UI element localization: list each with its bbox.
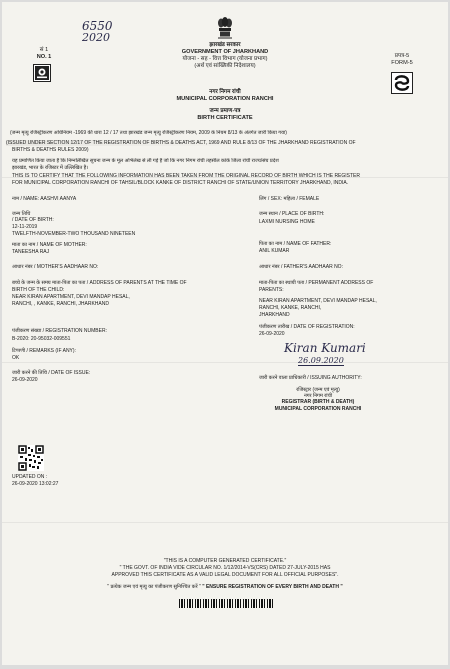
certify-english-2: FOR MUNICIPAL CORPORATION RANCHI OF TAHSIL/BLOCK KANKE OF DISTRICT RANCHI OF STATE/UNION TERRITORY JHARKHAND, INDIA. xyxy=(12,180,349,186)
pob-value: LAXMI NURSING HOME xyxy=(259,219,315,225)
signature-date: 26.09.2020 xyxy=(298,356,344,365)
name-field xyxy=(12,196,76,202)
no-hindi: सं 1 xyxy=(39,47,49,53)
dept-hindi-1: योजना - सह - वित्त विभाग (योजना प्रभाग) xyxy=(182,56,268,62)
sex-label: लिंग / SEX: xyxy=(259,196,283,202)
signature: Kiran Kumari xyxy=(284,341,366,355)
name-label: नाम / NAME: xyxy=(12,196,40,202)
slogan xyxy=(42,584,408,590)
permanent-address-label-2: PARENTS: xyxy=(259,287,284,293)
fold-line xyxy=(2,362,448,363)
sex-value: महिला / FEMALE xyxy=(283,196,320,202)
dob-value: 12-11-2019 xyxy=(12,224,38,230)
barcode-icon xyxy=(179,599,273,608)
registrar-hindi: रजिस्ट्रार (जन्म एवं मृत्यु) xyxy=(296,387,340,393)
dob-words: TWELFTH-NOVEMBER-TWO THOUSAND NINETEEN xyxy=(12,231,136,237)
address-birth-value-1: NEAR KIRAN APARTMENT, DEVI MANDAP HESAL, xyxy=(12,294,130,300)
gov-english: GOVERNMENT OF JHARKHAND xyxy=(181,49,269,55)
mother-label-hindi: माता का नाम xyxy=(12,242,36,248)
mother-value: TANEESHA RAJ xyxy=(12,249,50,255)
name-value: AASHVI AANYA xyxy=(40,196,77,202)
corp-english: MUNICIPAL CORPORATION RANCHI xyxy=(176,96,274,102)
reg-date-value: 26-09-2020 xyxy=(259,331,285,337)
crs-logo-icon xyxy=(33,64,51,82)
intro-english-2: BIRTHS & DEATHS RULES 2009) xyxy=(12,147,89,153)
address-birth-label-1: बच्चे के जन्म के समय माता-पिता का पता / ADDRESS OF PARENTS AT THE TIME OF xyxy=(12,280,187,286)
updated-on-value: 26-09-2020 13:02:27 xyxy=(12,481,59,487)
slogan-hindi: " प्रत्येक जन्म एवं मृत्यु का पंजीकरण सुनिश्चित करें " xyxy=(107,584,201,590)
corp-hindi: नगर निगम रांची xyxy=(209,89,241,95)
qr-code-icon xyxy=(18,445,44,471)
mother-label-english: / NAME OF MOTHER: xyxy=(36,242,87,248)
issuing-authority-label: जारी करने वाला प्राधिकारी / ISSUING AUTHORITY: xyxy=(259,375,362,381)
permanent-address-value-2: RANCHI, KANKE, RANCHI, xyxy=(259,305,322,311)
pob-label-english: / PLACE OF BIRTH: xyxy=(279,211,325,217)
dept-hindi-2: (अर्थ एवं सांख्यिकी निदेशालय) xyxy=(194,63,256,69)
registrar-english: REGISTRAR (BIRTH & DEATH) xyxy=(281,399,355,405)
form-english: FORM-5 xyxy=(391,60,413,66)
no-english: NO. 1 xyxy=(36,54,52,60)
cert-title-english: BIRTH CERTIFICATE xyxy=(197,115,253,121)
father-label-english: / NAME OF FATHER: xyxy=(283,241,332,247)
swirl-logo-icon xyxy=(391,72,413,94)
state-emblem-icon xyxy=(216,16,234,40)
birth-certificate xyxy=(2,2,448,665)
reg-number-label: पंजीकरण संख्या / REGISTRATION NUMBER: xyxy=(12,328,107,334)
permanent-address-label-1: माता-पिता का स्थायी पता / PERMANENT ADDRESS OF xyxy=(259,280,374,286)
address-birth-value-2: RANCHI, , KANKE, RANCHI, JHARKHAND xyxy=(12,301,109,307)
certify-hindi-1: यह प्रमाणित किया जाता है कि निम्नलिखित सूचना जन्म के मूल अभिलेख से ली गई है जो कि नगर निगम रांची तहसील कांके जिला रांची राज्य/संघ प्रदेश xyxy=(12,158,279,164)
updated-on-label: UPDATED ON : xyxy=(12,474,48,480)
permanent-address-value-1: NEAR KIRAN APARTMENT, DEVI MANDAP HESAL, xyxy=(259,298,377,304)
issue-date-label: जारी करने की तिथि / DATE OF ISSUE: xyxy=(12,370,91,376)
handwritten-year: 2020 xyxy=(82,31,110,44)
remarks-value: OK xyxy=(12,355,20,361)
father-label xyxy=(259,241,331,247)
dob-label-english: / DATE OF BIRTH: xyxy=(12,217,54,223)
mother-label xyxy=(12,242,87,248)
certify-english-1: THIS IS TO CERTIFY THAT THE FOLLOWING INFORMATION HAS BEEN TAKEN FROM THE ORIGINAL RECORD OF BIRTH WHICH IS THE REGISTER xyxy=(12,173,361,179)
pob-label xyxy=(259,211,324,217)
address-birth-label-2: BIRTH OF THE CHILD: xyxy=(12,287,65,293)
slogan-english: " ENSURE REGISTRATION OF EVERY BIRTH AND DEATH " xyxy=(202,584,343,590)
gov-hindi: झारखंड सरकार xyxy=(209,42,241,48)
dob-label-hindi: जन्म तिथि xyxy=(12,211,31,217)
remarks-label: टिप्पणी / REMARKS (IF ANY): xyxy=(12,348,76,354)
intro-english-1: (ISSUED UNDER SECTION 12/17 OF THE REGISTRATION OF BIRTHS & DEATHS ACT, 1969 AND RULE 8/13 OF THE JHARKHAND REGISTRATION OF xyxy=(6,140,444,146)
reg-number-value: B-2020: 20-95032-009551 xyxy=(12,336,71,342)
father-label-hindi: पिता का नाम xyxy=(259,241,283,247)
father-value: ANIL KUMAR xyxy=(259,248,290,254)
reg-date-label: पंजीकरण तारीख / DATE OF REGISTRATION: xyxy=(259,324,355,330)
mother-aadhaar-label: आधार नंबर / MOTHER'S AADHAAR NO: xyxy=(12,264,99,270)
intro-hindi: (जन्म मृत्यु रजिस्ट्रीकरण अधिनियम -1969 की धारा 12 / 17 तथा झारखंड जन्म मृत्यु रजिस्ट्रीकरण नियम, 2009 के नियम 8/13 के अंतर्गत जारी किया गया) xyxy=(10,130,287,136)
pob-label-hindi: जन्म स्थान xyxy=(259,211,278,217)
certify-hindi-2: झारखंड, भारत के रजिस्टर में उल्लिखित है। xyxy=(12,165,89,171)
handwritten-number: 6550 xyxy=(82,19,113,33)
cert-title-hindi: जन्म प्रमाण-पत्र xyxy=(209,108,241,114)
notice-circular: " THE GOVT. OF INDIA VIDE CIRCULAR NO. 1/12/2014-VS(CRS) DATED 27-JULY-2015 HAS xyxy=(119,565,331,571)
issue-date-value: 26-09-2020 xyxy=(12,377,38,383)
fold-line xyxy=(2,522,448,523)
permanent-address-value-3: JHARKHAND xyxy=(259,312,290,318)
registrar-corp-english: MUNICIPAL CORPORATION RANCHI xyxy=(274,406,362,412)
registrar-corp-hindi: नगर निगम रांची xyxy=(303,393,333,399)
dob-label xyxy=(12,211,54,223)
sex-field xyxy=(259,196,319,202)
notice-computer-generated: "THIS IS A COMPUTER GENERATED CERTIFICATE." xyxy=(163,558,287,564)
notice-approval: APPROVED THIS CERTIFICATE AS A VALID LEGAL DOCUMENT FOR ALL OFFICIAL PURPOSES". xyxy=(111,572,339,578)
father-aadhaar-label: आधार नंबर / FATHER'S AADHAAR NO: xyxy=(259,264,343,270)
form-hindi: प्रपत्र-5 xyxy=(394,53,410,59)
